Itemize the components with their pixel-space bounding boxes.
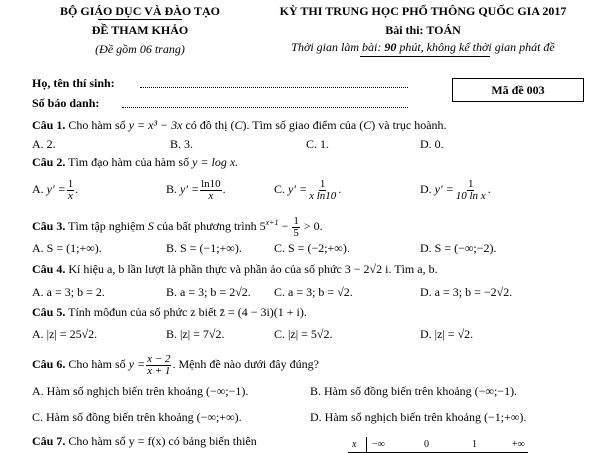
ministry-name: BỘ GIÁO DỤC VÀ ĐÀO TẠO [60,4,220,18]
q3-option-d: D. S = (−∞;−2). [420,241,497,255]
candidate-name-label: Họ, tên thí sinh: [32,76,115,90]
q5-option-a: A. |z| = 25√2. [32,327,98,341]
ministry-underline [98,19,182,20]
q6-option-d: D. Hàm số nghịch biến trên khoảng (−1;+∞). [310,410,527,424]
variation-table-one: 1 [472,439,477,450]
candidate-name-field [140,87,408,88]
subject: Bài thi: TOÁN [385,23,461,37]
question-1: Câu 1. Cho hàm số y = x³ − 3x có đồ thị (C). Tìm số giao điểm của (C) và trục hoành. [32,118,447,132]
q5-option-b: B. |z| = 7√2. [166,327,225,341]
q6-option-b: B. Hàm số đồng biến trên khoảng (−∞;−1). [310,384,518,398]
q2-option-c: C. y′ = $\frac{1}{\text{x ln10}}$ . [274,177,342,202]
q4-option-c: C. a = 3; b = √2. [274,285,353,299]
q4-option-b: B. a = 3; b = 2√2. [166,285,251,299]
q1-option-a: A. 2. [32,137,56,151]
candidate-id-field [122,107,408,108]
variation-table-divider [366,437,367,453]
variation-table-zero: 0 [424,439,429,450]
candidate-id-label: Số báo danh: [32,96,100,110]
q2-option-b: B. y′ = $\frac{\ln 10}{x}$ . [166,177,226,202]
q4-option-a: A. a = 3; b = 2. [32,285,105,299]
q6-option-c: C. Hàm số đồng biến trên khoảng (−∞;+∞). [32,410,242,424]
question-5: Câu 5. Tính môđun của số phức z biết z̄ = (4 − 3i)(1 + i). [32,305,307,319]
q1-option-d: D. 0. [420,137,444,151]
question-4: Câu 4. Kí hiệu a, b lần lượt là phần thực và phần ảo của số phức 3 − 2√2 i. Tìm a, b. [32,262,438,276]
q3-option-c: C. S = (−2;+∞). [274,241,350,255]
exam-type: ĐỀ THAM KHẢO [91,23,189,37]
q2-option-a: A. y′ = $\frac{1}{x}$ . [32,177,79,202]
q1-option-b: B. 3. [170,137,194,151]
question-2: Câu 2. Tìm đạo hàm của hàm số y = log x. [32,155,239,169]
question-6: Câu 6. Cho hàm số y = $\frac{x - 2}{x + 1}$ . Mệnh đề nào dưới đây đúng? [32,352,319,377]
q6-option-a: A. Hàm số nghịch biến trên khoảng (−∞;−1). [32,384,249,398]
page-count: (Đề gồm 06 trang) [95,42,185,56]
exam-title: KỲ THI TRUNG HỌC PHỔ THÔNG QUỐC GIA 2017 [279,4,567,18]
variation-table-x: x [352,439,357,450]
q5-option-d: D. |z| = √2. [420,327,474,341]
exam-code-box: Mã đề 003 [452,78,584,102]
q4-option-d: D. a = 3; b = −2√2. [420,285,513,299]
title-underline [360,56,490,57]
question-7: Câu 7. Cho hàm số y = f(x) có bảng biến thiên [32,434,257,448]
q5-option-c: C. |z| = 5√2. [274,327,333,341]
variation-table-neg-inf: −∞ [372,439,385,450]
q3-option-b: B. S = (−1;+∞). [166,241,242,255]
variation-table-pos-inf: +∞ [512,439,525,450]
question-3: Câu 3. Tìm tập nghiệm S của bất phương trình $5^{x+1}$ − $\frac{1}{5}$ > 0. [32,214,323,239]
time-allowed: Thời gian làm bài: 90 phút, không kể thời gian phát đề [291,40,555,54]
q3-option-a: A. S = (1;+∞). [32,241,102,255]
q1-option-c: C. 1. [306,137,330,151]
q2-option-d: D. y′ = $\frac{1}{\text{10 ln x}}$ . [420,177,491,202]
